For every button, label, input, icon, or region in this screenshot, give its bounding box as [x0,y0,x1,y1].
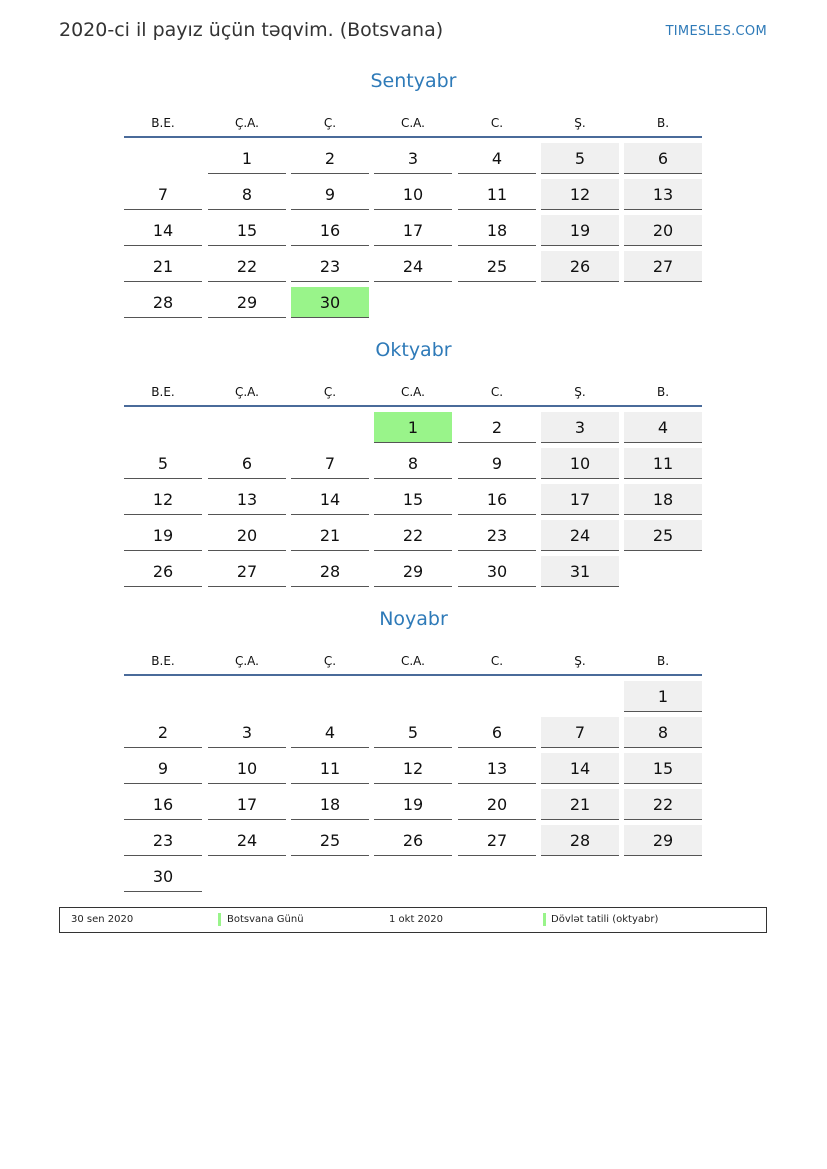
weekday-header: Ş. [574,116,586,130]
weekday-header: Ç.A. [234,654,259,668]
day-cell: 22 [208,251,286,282]
day-cell: 6 [208,448,286,479]
day-cell: 4 [624,412,702,443]
legend-holiday-name: Dövlət tatili (oktyabr) [551,914,659,925]
day-cell: 24 [374,251,452,282]
day-cell: 21 [541,789,619,820]
day-cell: 26 [374,825,452,856]
weekday-header: Ş. [574,385,586,399]
page-title: 2020-ci il payız üçün təqvim. (Botsvana) [59,19,444,41]
month-title: Oktyabr [375,339,452,361]
day-cell: 4 [458,143,536,174]
day-cell: 29 [374,556,452,587]
weekday-header: Ş. [574,654,586,668]
day-cell: 29 [624,825,702,856]
day-cell: 6 [624,143,702,174]
legend-holiday-name: Botsvana Günü [227,914,304,925]
day-cell: 12 [374,753,452,784]
day-cell: 14 [124,215,202,246]
day-cell: 6 [458,717,536,748]
day-cell: 20 [624,215,702,246]
day-cell: 12 [124,484,202,515]
weekday-header: C.A. [400,654,425,668]
day-cell: 5 [541,143,619,174]
weekday-header: B. [656,385,670,399]
day-cell: 24 [208,825,286,856]
weekday-header: Ç.A. [234,116,259,130]
day-cell: 3 [208,717,286,748]
holiday-day-cell: 1 [374,412,452,443]
day-cell: 20 [458,789,536,820]
day-cell: 17 [374,215,452,246]
day-cell: 23 [458,520,536,551]
weekday-header: C.A. [400,385,425,399]
day-cell: 10 [374,179,452,210]
day-cell: 16 [458,484,536,515]
day-cell: 8 [374,448,452,479]
day-cell: 15 [208,215,286,246]
day-cell: 14 [291,484,369,515]
weekday-header: C. [490,385,504,399]
day-cell: 21 [124,251,202,282]
day-cell: 15 [374,484,452,515]
legend-holiday-marker [218,913,221,926]
weekday-header: B.E. [151,385,175,399]
day-cell: 12 [541,179,619,210]
weekday-header: Ç. [323,116,337,130]
day-cell: 20 [208,520,286,551]
day-cell: 25 [624,520,702,551]
day-cell: 7 [124,179,202,210]
day-cell: 24 [541,520,619,551]
day-cell: 2 [124,717,202,748]
day-cell: 8 [624,717,702,748]
day-cell: 18 [458,215,536,246]
day-cell: 5 [124,448,202,479]
day-cell: 28 [291,556,369,587]
header-rule [124,405,702,407]
day-cell: 14 [541,753,619,784]
day-cell: 23 [291,251,369,282]
day-cell: 9 [124,753,202,784]
day-cell: 23 [124,825,202,856]
day-cell: 17 [541,484,619,515]
day-cell: 15 [624,753,702,784]
day-cell: 28 [541,825,619,856]
day-cell: 25 [458,251,536,282]
day-cell: 22 [374,520,452,551]
day-cell: 18 [624,484,702,515]
day-cell: 22 [624,789,702,820]
site-link[interactable]: TIMESLES.COM [665,24,767,39]
day-cell: 11 [624,448,702,479]
day-cell: 2 [291,143,369,174]
day-cell: 29 [208,287,286,318]
day-cell: 11 [458,179,536,210]
day-cell: 13 [624,179,702,210]
day-cell: 19 [541,215,619,246]
holiday-day-cell: 30 [291,287,369,318]
day-cell: 26 [124,556,202,587]
day-cell: 1 [208,143,286,174]
weekday-header: C. [490,654,504,668]
legend-date: 1 okt 2020 [389,914,443,925]
day-cell: 9 [458,448,536,479]
day-cell: 3 [374,143,452,174]
month-title: Sentyabr [370,70,457,92]
day-cell: 30 [124,861,202,892]
day-cell: 28 [124,287,202,318]
day-cell: 18 [291,789,369,820]
weekday-header: B.E. [151,116,175,130]
weekday-header: Ç.A. [234,385,259,399]
day-cell: 3 [541,412,619,443]
day-cell: 13 [458,753,536,784]
day-cell: 13 [208,484,286,515]
legend-date: 30 sen 2020 [71,914,134,925]
day-cell: 2 [458,412,536,443]
day-cell: 16 [291,215,369,246]
day-cell: 5 [374,717,452,748]
day-cell: 11 [291,753,369,784]
weekday-header: B. [656,654,670,668]
weekday-header: Ç. [323,385,337,399]
day-cell: 9 [291,179,369,210]
weekday-header: C. [490,116,504,130]
weekday-header: Ç. [323,654,337,668]
day-cell: 7 [291,448,369,479]
day-cell: 4 [291,717,369,748]
weekday-header: B.E. [151,654,175,668]
day-cell: 8 [208,179,286,210]
day-cell: 19 [374,789,452,820]
day-cell: 1 [624,681,702,712]
day-cell: 27 [624,251,702,282]
legend-holiday-marker [543,913,546,926]
day-cell: 17 [208,789,286,820]
day-cell: 16 [124,789,202,820]
day-cell: 25 [291,825,369,856]
header-rule [124,136,702,138]
day-cell: 7 [541,717,619,748]
day-cell: 30 [458,556,536,587]
day-cell: 21 [291,520,369,551]
day-cell: 10 [208,753,286,784]
day-cell: 26 [541,251,619,282]
day-cell: 27 [458,825,536,856]
weekday-header: C.A. [400,116,425,130]
weekday-header: B. [656,116,670,130]
day-cell: 10 [541,448,619,479]
day-cell: 31 [541,556,619,587]
header-rule [124,674,702,676]
day-cell: 19 [124,520,202,551]
month-title: Noyabr [379,608,448,630]
holiday-legend [59,907,767,933]
day-cell: 27 [208,556,286,587]
